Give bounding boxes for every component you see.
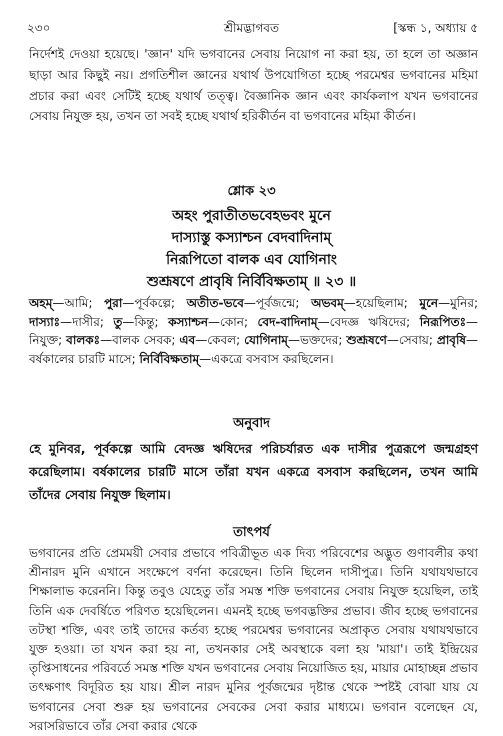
purport-text: ভগবানের প্রতি প্রেমময়ী সেবার প্রভাবে পবিত্রীভূত এক দিব্য পরিবেশের অদ্ভুত গুণাবলীর কথা শ্রীনারদ মুনি এখানে সংক্ষেপে বর্ণনা করেছেন। তিনি ছিলেন দাসীপুত্র। তিনি যথাযথভাবে শিক্ষালাভ করেননি। কিন্তু তবুও যেহেতু তাঁর সমস্ত শক্তি ভগবানের সেবায় নিযুক্ত হয়েছিল, তাই তিনি এক দেবর্ষিতে পরিণত হয়েছিলেন। এমনই হচ্ছে ভগবদ্ভক্তির প্রভাব। জীব হচ্ছে ভগবানের তটস্থা শক্তি, এবং তাই তাদের কর্তব্য হচ্ছে পরমেশ্বর ভগবানের অপ্রাকৃত সেবায় যথাযথভাবে যুক্ত হওয়া। তা যখন করা হয় না, তখনকার সেই অবস্থাকে বলা হয় 'মায়া'। তাই ইন্দ্রিয়ের তৃপ্তিসাধনের পরিবর্তে সমস্ত শক্তি যখন ভগবানের সেবায় নিয়োজিত হয়, মায়ার মোহাচ্ছন্ন প্রভাব তৎক্ষণাৎ বিদূরিত হয় যায়। শ্রীল নারদ মুনির পূর্বজন্মের দৃষ্টান্ত থেকে স্পষ্টই বোঝা যায় যে ভগবানের সেবা শুরু হয় ভগবানের সেবকের সেবা করার মাধ্যমে। ভগবান বলেছেন যে, সরাসরিভাবে তাঁর সেবা করার থেকে xyxy=(29,546,478,733)
synonym-sanskrit-term: দাস্যাঃ xyxy=(29,314,61,329)
synonym-meaning: বর্ষকালের চারটি মাসে xyxy=(29,351,132,366)
purport-heading: তাৎপর্য xyxy=(233,525,270,540)
synonym-meaning: পূর্বজন্মে xyxy=(255,296,296,310)
synonym-meaning: সেবায় xyxy=(398,333,429,347)
translation-text: হে মুনিবর, পূর্বকল্পে আমি বেদজ্ঞ ঋষিদের পরিচর্যারত এক দাসীর পুত্ররূপে জন্মগ্রহণ করেছিলাম। বর্ষকালের চারটি মাসে তাঁরা যখন একত্রে বসবাস করছিলেন, তখন আমি তাঁদের সেবায় নিযুক্ত ছিলাম। xyxy=(29,441,478,502)
synonym-sanskrit-term: কস্যাশ্চন xyxy=(168,314,209,329)
synonym-sanskrit-term: শুশ্রূষণে xyxy=(346,333,387,347)
synonym-meaning: কেবল xyxy=(207,333,237,347)
synonym-sanskrit-term: পুরা xyxy=(104,296,123,310)
synonym-meaning: দাসীর xyxy=(72,314,100,329)
synonym-meaning: আমি xyxy=(64,296,89,310)
running-title: শ্রীমদ্ভাগবত xyxy=(223,21,279,35)
synonym-sanskrit-term: অভবম্ xyxy=(311,296,344,310)
translation-heading: অনুবাদ xyxy=(233,416,270,431)
synonym-meaning: মুনির xyxy=(450,296,474,310)
synonym-meaning: বেদজ্ঞ ঋষিদের xyxy=(329,314,407,329)
page-number: ২৩০ xyxy=(27,21,51,35)
word-for-word-synonyms: অহম্—আমি; পুরা—পূর্বকল্পে; অতীত-ভবে—পূর্বজন্মে; অভবম্—হয়েছিলাম; মুনে—মুনির; দাস্যাঃ—দাসীর; তু—কিন্তু; কস্যাশ্চন—কোন; বেদ-বাদিনাম্—বেদজ্ঞ ঋষিদের; নিরূপিতঃ—নিযুক্ত; বালকঃ—বালক সেবক; এব—কেবল; যোগিনাম্—ভক্তদের; শুশ্রূষণে—সেবায়; প্রাবৃষি—বর্ষকালের চারটি মাসে; নির্বিবিক্ষতাম্—একত্রে বসবাস করছিলেন। xyxy=(29,296,479,366)
synonym-meaning: কোন xyxy=(220,314,244,329)
synonym-sanskrit-term: নিরূপিতঃ xyxy=(419,314,467,329)
synonym-meaning: কিন্তু xyxy=(134,314,155,329)
synonym-meaning: পূর্বকল্পে xyxy=(134,296,171,310)
verse-line: অহং পুরাতীতভবেহভবং মুনে xyxy=(172,208,331,224)
intro-paragraph: নির্দেশই দেওয়া হয়েছে। 'জ্ঞান' যদি ভগবানের সেবায় নিয়োগ না করা হয়, তা হলে তা অজ্ঞান ছাড়া আর কিছুই নয়। প্রগতিশীল জ্ঞানের যথার্থ উপযোগিতা হচ্ছে পরমেশ্বর ভগবানের মহিমা প্রচার করা এবং সেটিই হচ্ছে যথার্থ তত্ত্ব। বৈজ্ঞানিক জ্ঞান এবং কার্যকলাপ যখন ভগবানের সেবায় নিযুক্ত হয়, তখন তা সবই হচ্ছে যথার্থ হরিকীর্তন বা ভগবানের মহিমা কীর্তন। xyxy=(29,47,478,124)
synonym-sanskrit-term: প্রাবৃষি xyxy=(436,333,467,347)
synonym-sanskrit-term: তু xyxy=(113,314,123,329)
synonym-meaning: নিযুক্ত xyxy=(29,333,59,347)
sloka-heading: শ্লোক ২৩ xyxy=(227,184,276,199)
synonym-sanskrit-term: নির্বিবিক্ষতাম্ xyxy=(139,351,200,366)
synonym-sanskrit-term: মুনে xyxy=(419,296,439,310)
synonym-sanskrit-term: যোগিনাম্ xyxy=(244,333,288,347)
synonym-meaning: হয়েছিলাম xyxy=(355,296,404,310)
synonym-sanskrit-term: অহম্ xyxy=(29,296,53,310)
chapter-reference: [স্কন্ধ ১, অধ্যায় ৫ xyxy=(393,21,478,35)
synonym-meaning: বালক সেবক xyxy=(112,333,172,347)
synonym-meaning: একত্রে বসবাস করছিলেন xyxy=(211,351,330,366)
verse-line: দাস্যাস্তু কস্যাশ্চন বেদবাদিনাম্ xyxy=(171,230,332,246)
verse-line: নিরূপিতো বালক এব যোগিনাং xyxy=(166,252,337,268)
synonym-sanskrit-term: এব xyxy=(179,333,196,347)
synonym-meaning: ভক্তদের xyxy=(299,333,339,347)
synonym-sanskrit-term: বালকঃ xyxy=(66,333,101,347)
synonym-sanskrit-term: বেদ-বাদিনাম্ xyxy=(257,314,318,329)
synonym-sanskrit-term: অতীত-ভবে xyxy=(186,296,244,310)
verse-line: শুশ্রূষণে প্রাবৃষি নির্বিবিক্ষতাম্ ॥ ২৩ ॥ xyxy=(146,274,357,290)
